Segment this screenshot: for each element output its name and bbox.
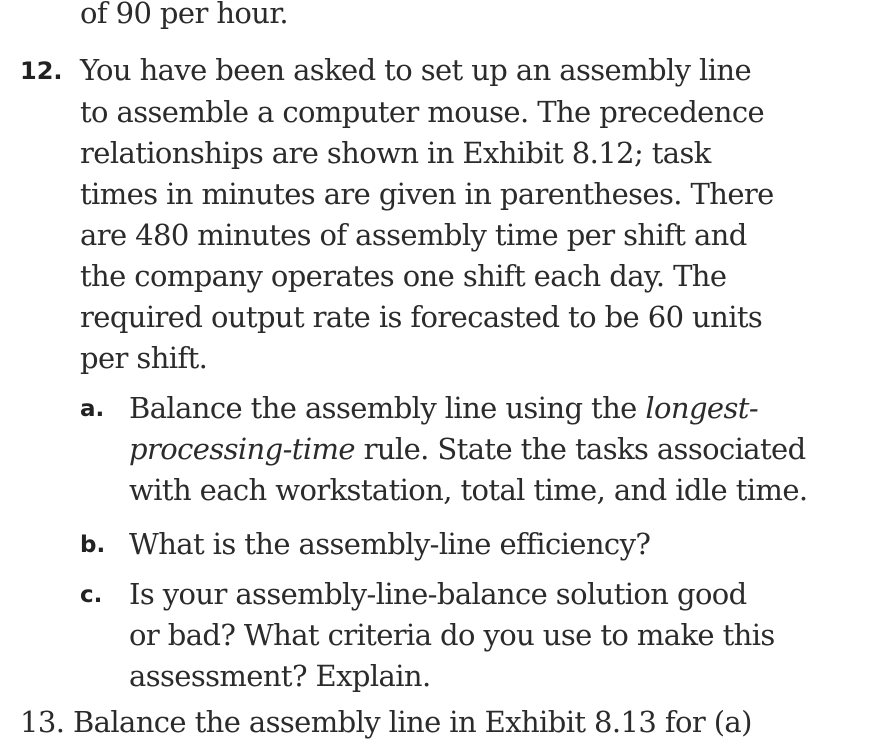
part-text-line: What is the assembly-line efficiency? bbox=[129, 527, 651, 561]
part-letter: a. bbox=[80, 396, 105, 422]
part-text-line: or bad? What criteria do you use to make this bbox=[129, 618, 775, 652]
question-text-line: times in minutes are given in parentheses. There bbox=[80, 177, 774, 211]
part-text-line bbox=[129, 431, 806, 467]
part-letter: c. bbox=[80, 582, 103, 608]
part-text-line bbox=[129, 390, 758, 426]
next-question-text: 13. Balance the assembly line in Exhibit 8.13 for (a) bbox=[20, 705, 752, 739]
part-text-line: with each workstation, total time, and idle time. bbox=[129, 473, 808, 507]
question-text-line: are 480 minutes of assembly time per shift and bbox=[80, 218, 747, 252]
part-text-normal: rule. State the tasks associated bbox=[354, 432, 806, 466]
part-text-line: assessment? Explain. bbox=[129, 659, 431, 693]
next-question-cutoff bbox=[0, 700, 882, 739]
question-text-line: to assemble a computer mouse. The precedence bbox=[80, 95, 765, 129]
question-text-line: You have been asked to set up an assembly line bbox=[80, 53, 752, 87]
part-text-line: Is your assembly-line-balance solution good bbox=[129, 577, 747, 611]
question-text-line: relationships are shown in Exhibit 8.12; task bbox=[80, 136, 711, 170]
part-text-italic: processing-time bbox=[129, 432, 355, 466]
part-text-italic: longest- bbox=[645, 391, 759, 425]
question-number: 12. bbox=[20, 57, 63, 85]
part-letter: b. bbox=[80, 532, 106, 558]
question-text-line: the company operates one shift each day. The bbox=[80, 259, 727, 293]
previous-question-tail: of 90 per hour. bbox=[80, 0, 289, 30]
question-text-line: per shift. bbox=[80, 341, 208, 375]
part-text-normal: Balance the assembly line using the bbox=[129, 391, 646, 425]
question-text-line: required output rate is forecasted to be 60 units bbox=[80, 300, 763, 334]
